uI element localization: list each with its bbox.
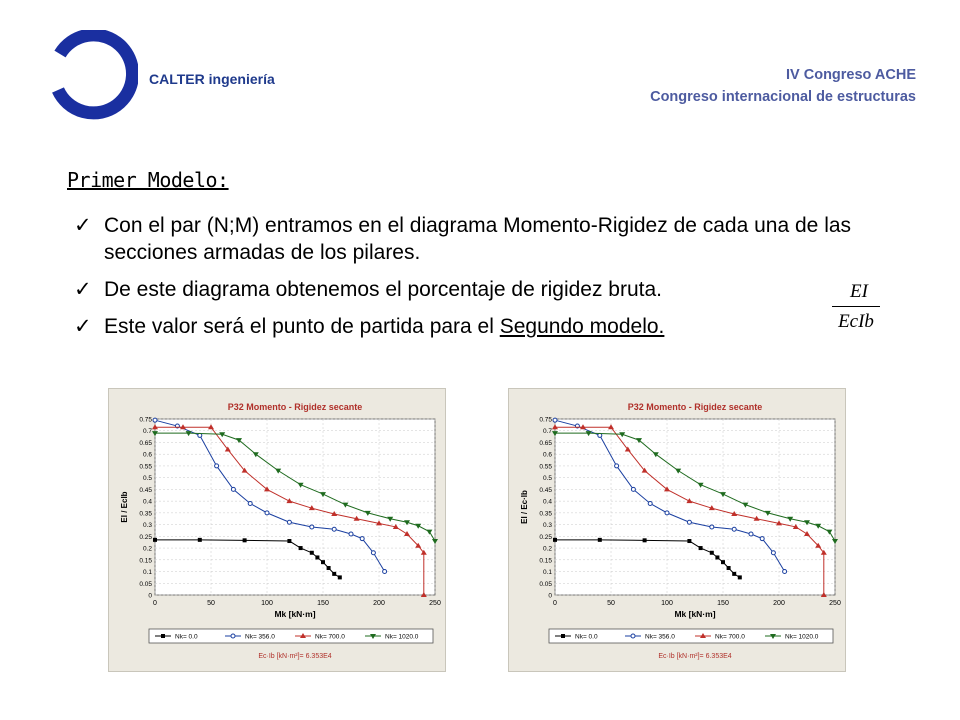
segundo-modelo-link: Segundo modelo.	[499, 315, 665, 338]
data-point	[710, 525, 714, 529]
data-point	[715, 555, 719, 559]
y-axis-label: EI / Ec·Ib	[520, 490, 529, 524]
x-tick-label: 250	[829, 600, 841, 607]
data-point	[231, 487, 235, 491]
data-point	[710, 551, 714, 555]
chart-footer: Ec·Ib [kN·m²]= 6.353E4	[658, 653, 732, 660]
calter-logo-icon	[48, 30, 138, 124]
data-point	[631, 487, 635, 491]
y-tick-label: 0.35	[539, 510, 552, 518]
x-axis-label: Mk [kN·m]	[674, 609, 716, 619]
y-tick-label: 0.1	[542, 569, 552, 577]
data-point	[553, 538, 557, 542]
legend-label: Nk= 0.0	[175, 633, 198, 641]
data-point	[553, 418, 557, 422]
y-tick-label: 0.3	[542, 522, 552, 530]
formula-denominator: EcIb	[838, 311, 874, 332]
y-tick-label: 0.75	[539, 416, 552, 424]
data-point	[349, 532, 353, 536]
x-tick-label: 200	[373, 600, 385, 607]
bullet-text: De este diagrama obtenemos el porcentaje de rigidez bruta.	[104, 278, 662, 301]
moment-stiffness-chart-1	[109, 389, 445, 671]
x-tick-label: 50	[607, 600, 615, 607]
y-tick-label: 0.7	[142, 428, 152, 436]
data-point	[643, 538, 647, 542]
chart-title: P32 Momento - Rigidez secante	[627, 402, 763, 412]
plot-area	[555, 419, 835, 595]
y-tick-label: 0.05	[139, 580, 152, 588]
x-tick-label: 0	[153, 600, 157, 607]
x-tick-label: 100	[261, 600, 273, 607]
y-tick-label: 0.45	[539, 486, 552, 494]
chart-panel-1	[108, 388, 446, 672]
data-point	[231, 634, 235, 638]
legend-label: Nk= 0.0	[575, 633, 598, 641]
data-point	[699, 546, 703, 550]
data-point	[198, 538, 202, 542]
data-point	[732, 527, 736, 531]
legend-label: Nk= 1020.0	[385, 633, 419, 641]
data-point	[687, 539, 691, 543]
section-title: Primer Modelo:	[67, 168, 229, 192]
y-tick-label: 0.65	[539, 439, 552, 447]
y-tick-label: 0.2	[542, 545, 552, 553]
data-point	[738, 575, 742, 579]
congress-subtitle: Congreso internacional de estructuras	[650, 89, 916, 105]
x-axis-label: Mk [kN·m]	[274, 609, 316, 619]
data-point	[287, 520, 291, 524]
y-tick-label: 0.4	[142, 498, 152, 506]
bullet-text: Este valor será el punto de partida para el	[104, 315, 500, 338]
formula-numerator: EI	[832, 281, 880, 307]
data-point	[321, 560, 325, 564]
data-point	[310, 525, 314, 529]
x-tick-label: 150	[717, 600, 729, 607]
data-point	[687, 520, 691, 524]
y-tick-label: 0.05	[539, 580, 552, 588]
data-point	[598, 433, 602, 437]
data-point	[721, 560, 725, 564]
data-point	[598, 538, 602, 542]
data-point	[338, 575, 342, 579]
chart-footer: Ec·Ib [kN·m²]= 6.353E4	[258, 653, 332, 660]
data-point	[299, 546, 303, 550]
y-tick-label: 0.75	[139, 416, 152, 424]
y-tick-label: 0.15	[139, 557, 152, 565]
x-tick-label: 150	[317, 600, 329, 607]
data-point	[760, 537, 764, 541]
legend-label: Nk= 1020.0	[785, 633, 819, 641]
y-tick-label: 0.55	[139, 463, 152, 471]
y-tick-label: 0.3	[142, 522, 152, 530]
y-tick-label: 0.6	[142, 451, 152, 459]
moment-stiffness-chart-2	[509, 389, 845, 671]
checkmark-icon: ✓	[74, 278, 92, 301]
checkmark-icon: ✓	[74, 214, 92, 237]
x-tick-label: 50	[207, 600, 215, 607]
data-point	[749, 532, 753, 536]
legend	[549, 629, 833, 643]
y-tick-label: 0.7	[542, 428, 552, 436]
legend-label: Nk= 356.0	[245, 633, 275, 641]
data-point	[215, 464, 219, 468]
legend-label: Nk= 356.0	[645, 633, 675, 641]
bullet-list	[74, 212, 874, 350]
data-point	[243, 538, 247, 542]
y-tick-label: 0	[148, 592, 152, 600]
data-point	[371, 551, 375, 555]
chart-panel-2	[508, 388, 846, 672]
data-point	[198, 433, 202, 437]
data-point	[332, 527, 336, 531]
x-tick-label: 100	[661, 600, 673, 607]
bullet-item	[74, 313, 874, 340]
legend-label: Nk= 700.0	[315, 633, 345, 641]
y-tick-label: 0.4	[542, 498, 552, 506]
data-point	[310, 551, 314, 555]
y-tick-label: 0	[548, 592, 552, 600]
x-tick-label: 250	[429, 600, 441, 607]
data-point	[732, 572, 736, 576]
stiffness-ratio-formula	[832, 281, 880, 333]
data-point	[315, 555, 319, 559]
data-point	[161, 634, 165, 638]
x-tick-label: 200	[773, 600, 785, 607]
y-tick-label: 0.2	[142, 545, 152, 553]
x-tick-label: 0	[553, 600, 557, 607]
y-tick-label: 0.5	[542, 475, 552, 483]
y-tick-label: 0.5	[142, 475, 152, 483]
data-point	[727, 566, 731, 570]
data-point	[153, 538, 157, 542]
data-point	[332, 572, 336, 576]
y-tick-label: 0.1	[142, 569, 152, 577]
data-point	[383, 570, 387, 574]
bullet-item	[74, 276, 874, 303]
data-point	[360, 537, 364, 541]
congress-title: IV Congreso ACHE	[786, 67, 916, 83]
data-point	[265, 511, 269, 515]
legend	[149, 629, 433, 643]
y-tick-label: 0.65	[139, 439, 152, 447]
data-point	[615, 464, 619, 468]
y-tick-label: 0.25	[139, 533, 152, 541]
checkmark-icon: ✓	[74, 315, 92, 338]
data-point	[561, 634, 565, 638]
data-point	[783, 570, 787, 574]
bullet-item	[74, 212, 874, 266]
y-tick-label: 0.35	[139, 510, 152, 518]
data-point	[771, 551, 775, 555]
y-tick-label: 0.45	[139, 486, 152, 494]
plot-area	[155, 419, 435, 595]
congress-info	[650, 64, 916, 108]
data-point	[665, 511, 669, 515]
legend-label: Nk= 700.0	[715, 633, 745, 641]
data-point	[248, 501, 252, 505]
brand-name: CALTER ingeniería	[149, 71, 275, 87]
data-point	[631, 634, 635, 638]
y-tick-label: 0.6	[542, 451, 552, 459]
chart-title: P32 Momento - Rigidez secante	[227, 402, 363, 412]
data-point	[648, 501, 652, 505]
y-tick-label: 0.25	[539, 533, 552, 541]
y-axis-label: EI / EcIb	[120, 491, 129, 523]
y-tick-label: 0.55	[539, 463, 552, 471]
bullet-text: Con el par (N;M) entramos en el diagrama Momento-Rigidez de cada una de las secciones armadas de los pilares.	[104, 214, 852, 264]
y-tick-label: 0.15	[539, 557, 552, 565]
data-point	[327, 566, 331, 570]
data-point	[153, 418, 157, 422]
data-point	[287, 539, 291, 543]
